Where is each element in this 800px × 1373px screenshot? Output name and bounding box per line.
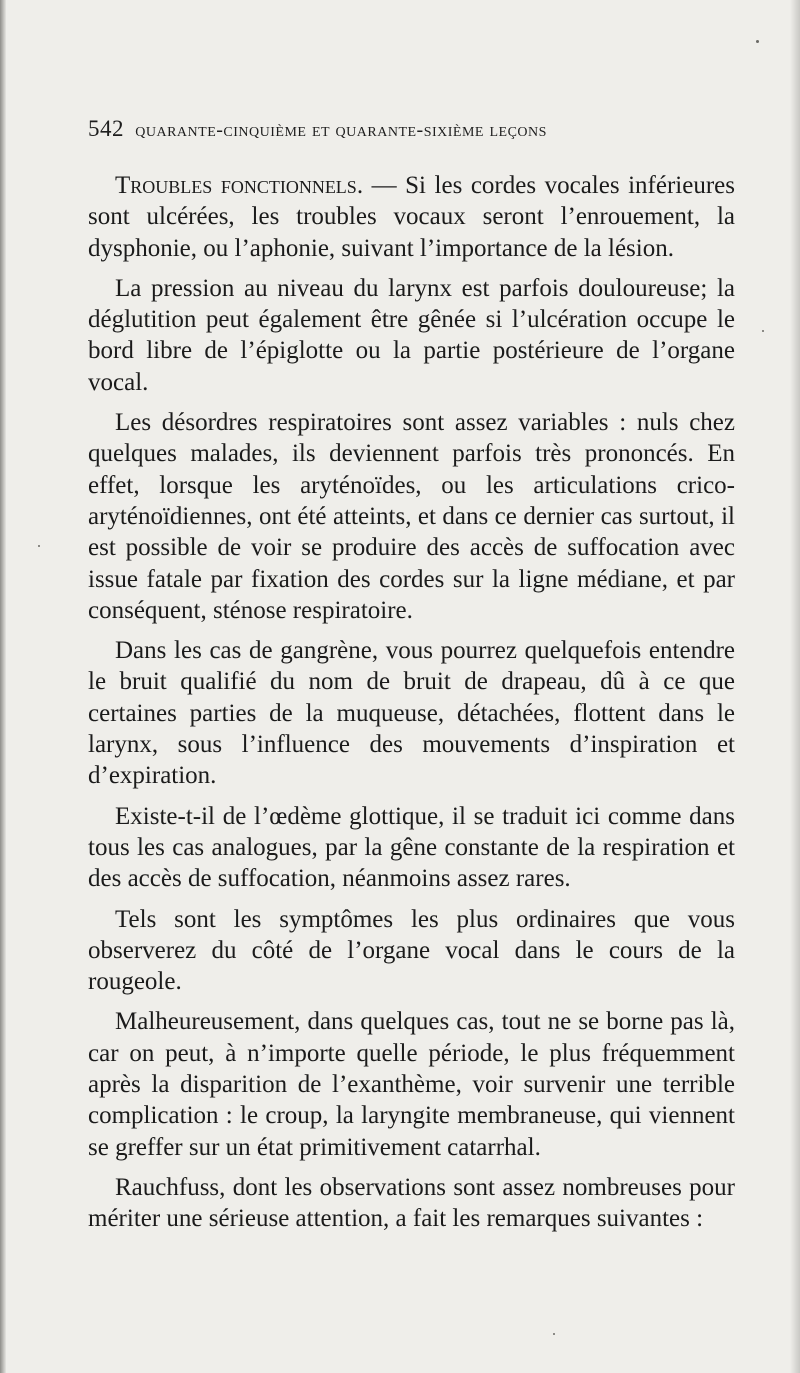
page-number: 542 [88,116,124,141]
page-gutter-shadow [0,0,6,1373]
paragraph: Les désordres respiratoires sont assez variables : nuls chez quelques malades, ils deviennent parfois très prononcés. En effet, lorsque les aryténoïdes, ou les articulations crico-aryténoïdiennes, ont été atteints, et dans ce dernier cas surtout, il est possible de voir se produire des accès de suffocation avec issue fatale par fixation des cordes sur la ligne médiane, et par conséquent, sténose respiratoire. [88,409,735,624]
paper-speck [762,330,764,332]
paper-speck [553,1333,555,1335]
page-edge-shadow [790,0,800,1373]
paragraph-text: — Si les cordes vocales inférieures sont ulcérées, les troubles vocaux seront l’enrouement, la dysphonie, ou l’aphonie, suivant l’importance de la lésion. [88,172,735,262]
paragraph: Rauchfuss, dont les observations sont assez nombreuses pour mériter une sérieuse attention, a fait les remarques suivantes : [88,1173,735,1233]
paragraph: La pression au niveau du larynx est parfois douloureuse; la déglutition peut également être gênée si l’ulcération occupe le bord libre de l’épiglotte ou la partie postérieure de l’organe vocal. [88,274,735,396]
running-title: quarante-cinquième et quarante-sixième leçons [135,119,547,141]
paragraph: Tels sont les symptômes les plus ordinaires que vous observerez du côté de l’organe vocal dans le cours de la rougeole. [88,905,735,996]
paragraph: Malheureusement, dans quelques cas, tout ne se borne pas là, car on peut, à n’importe quelle période, le plus fréquemment après la disparition de l’exanthème, voir survenir une terrible complication : le croup, la laryngite membraneuse, qui viennent se greffer sur un état primitivement catarrhal. [88,1008,735,1161]
paragraph [88,170,735,264]
paper-speck [38,545,40,547]
section-lead-in: Troubles fonctionnels. [115,172,364,199]
paragraph: Dans les cas de gangrène, vous pourrez quelquefois entendre le bruit qualifié du nom de bruit de drapeau, dû à ce que certaines parties de la muqueuse, détachées, flottent dans le larynx, sous l’influence des mouvements d’inspiration et d’expiration. [88,637,735,790]
paragraph: Existe-t-il de l’œdème glottique, il se traduit ici comme dans tous les cas analogues, par la gêne constante de la respiration et des accès de suffocation, néanmoins assez rares. [88,802,735,893]
running-header [88,116,698,142]
paper-speck [756,40,759,43]
body-text [88,170,735,1244]
